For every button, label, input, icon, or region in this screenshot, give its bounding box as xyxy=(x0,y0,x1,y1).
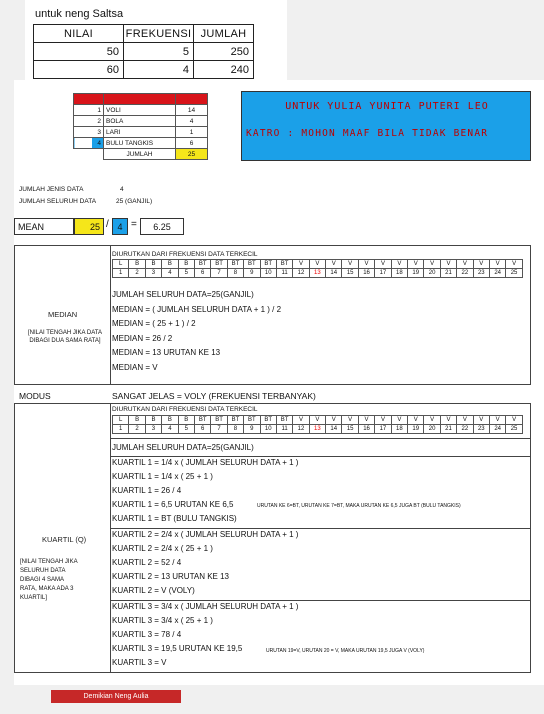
table-cell: 4 xyxy=(176,116,208,127)
sequence-cell: V xyxy=(408,260,424,269)
sequence-cell: 10 xyxy=(260,269,276,278)
sequence-cell: V xyxy=(440,416,456,425)
mean-slash: / xyxy=(106,219,109,230)
sequence-cell: 21 xyxy=(440,269,456,278)
sequence-cell: B xyxy=(162,416,178,425)
sequence-cell: V xyxy=(506,260,522,269)
sequence-cell: BT xyxy=(276,416,292,425)
sequence-cell: B xyxy=(145,416,161,425)
sequence-cell: B xyxy=(145,260,161,269)
kuartil-line: KUARTIL 3 = 3/4 x ( JUMLAH SELURUH DATA + 1 ) xyxy=(112,602,299,611)
kuartil-line: KUARTIL 3 = V xyxy=(112,658,167,667)
kuartil-line: KUARTIL 2 = 13 URUTAN KE 13 xyxy=(112,572,230,581)
kuartil-line: KUARTIL 1 = BT (BULU TANGKIS) xyxy=(112,514,237,523)
demikian-button[interactable]: Demikian Neng Aulia xyxy=(51,690,181,703)
sequence-cell: V xyxy=(457,416,473,425)
table-cell: 4 xyxy=(74,138,104,149)
header-frek: FREK xyxy=(176,94,208,105)
table-cell: 60 xyxy=(34,61,124,79)
median-line: MEDIAN = 26 / 2 xyxy=(112,333,173,343)
sequence-cell: BT xyxy=(227,416,243,425)
mean-a: 25 xyxy=(74,218,104,235)
median-divider xyxy=(110,245,111,385)
header-nilai: NILAI xyxy=(34,25,124,43)
sequence-cell: B xyxy=(178,260,194,269)
sequence-cell: 6 xyxy=(194,269,210,278)
sequence-cell: 15 xyxy=(342,269,358,278)
sequence-cell: V xyxy=(489,260,505,269)
sequence-cell: 2 xyxy=(129,425,145,434)
empty-cell xyxy=(74,149,104,160)
sequence-cell: 8 xyxy=(227,269,243,278)
table-cell: 1 xyxy=(176,127,208,138)
sequence-cell: BT xyxy=(211,260,227,269)
sequence-cell: V xyxy=(309,416,325,425)
sequence-cell: 16 xyxy=(358,425,374,434)
banner-box xyxy=(241,91,531,161)
mean-result: 6.25 xyxy=(140,218,184,235)
table-cell: 6 xyxy=(176,138,208,149)
k3-note: URUTAN 19=V, URUTAN 20 = V, MAKA URUTAN 19,5 JUGA V (VOLY) xyxy=(266,648,425,654)
nilai-table xyxy=(33,24,254,79)
modus-label: MODUS xyxy=(19,391,51,401)
sequence-cell: V xyxy=(326,416,342,425)
mean-label: MEAN xyxy=(14,218,74,235)
sequence-cell: 17 xyxy=(375,425,391,434)
sequence-cell: 3 xyxy=(145,269,161,278)
kuartil-line: KUARTIL 2 = 52 / 4 xyxy=(112,558,182,567)
divider xyxy=(110,456,531,457)
sequence-cell: V xyxy=(293,260,309,269)
sequence-cell: BT xyxy=(260,260,276,269)
sequence-table-2 xyxy=(112,415,523,434)
sequence-cell: 23 xyxy=(473,425,489,434)
sequence-cell: BT xyxy=(211,416,227,425)
sequence-cell: 1 xyxy=(113,425,129,434)
sequence-cell: V xyxy=(375,416,391,425)
sport-table xyxy=(73,93,208,160)
median-line: MEDIAN = ( 25 + 1 ) / 2 xyxy=(112,319,196,328)
sequence-table xyxy=(112,259,523,278)
kuartil-line: KUARTIL 3 = 78 / 4 xyxy=(112,630,182,639)
header-jumlah: JUMLAH xyxy=(194,25,254,43)
kuartil-line: KUARTIL 2 = 2/4 x ( JUMLAH SELURUH DATA + 1 ) xyxy=(112,530,299,539)
sequence-cell: BT xyxy=(194,260,210,269)
sequence-cell: V xyxy=(309,260,325,269)
mean-eq: = xyxy=(131,219,137,230)
table-cell: 2 xyxy=(74,116,104,127)
table-cell: 4 xyxy=(124,61,194,79)
sequence-cell: 13 xyxy=(309,269,325,278)
median-line: MEDIAN = 13 URUTAN KE 13 xyxy=(112,348,221,357)
header-nama: NAMA xyxy=(104,94,176,105)
sequence-row-letters xyxy=(113,416,523,425)
kuartil-line: KUARTIL 2 = 2/4 x ( 25 + 1 ) xyxy=(112,544,213,553)
kuartil-line: KUARTIL 1 = 1/4 x ( JUMLAH SELURUH DATA + 1 ) xyxy=(112,458,299,467)
table-cell: VOLI xyxy=(104,105,176,116)
divider xyxy=(110,438,531,439)
sequence-cell: V xyxy=(358,260,374,269)
banner-line-2: KATRO : MOHON MAAF BILA TIDAK BENAR xyxy=(246,128,489,139)
median-line: JUMLAH SELURUH DATA=25(GANJIL) xyxy=(112,290,254,299)
kuartil-line: KUARTIL 1 = 1/4 x ( 25 + 1 ) xyxy=(112,472,213,481)
sequence-cell: 1 xyxy=(113,269,129,278)
table-cell: 14 xyxy=(176,105,208,116)
sequence-cell: 12 xyxy=(293,425,309,434)
sequence-cell: V xyxy=(489,416,505,425)
table-cell: 240 xyxy=(194,61,254,79)
table-cell: 250 xyxy=(194,43,254,61)
sequence-cell: 4 xyxy=(162,425,178,434)
sequence-cell: 10 xyxy=(260,425,276,434)
sequence-cell: 11 xyxy=(276,425,292,434)
table-cell: 50 xyxy=(34,43,124,61)
sequence-cell: V xyxy=(457,260,473,269)
kuartil-total: JUMLAH SELURUH DATA=25(GANJIL) xyxy=(112,443,254,452)
sequence-cell: BT xyxy=(244,260,260,269)
sequence-cell: 24 xyxy=(489,425,505,434)
header-no: NO xyxy=(74,94,104,105)
sequence-cell: B xyxy=(178,416,194,425)
sequence-cell: 5 xyxy=(178,269,194,278)
kuartil-line: KUARTIL 3 = 19,5 URUTAN KE 19,5 xyxy=(112,644,243,653)
sequence-cell: BT xyxy=(244,416,260,425)
sequence-cell: 25 xyxy=(506,269,522,278)
sequence-cell: BT xyxy=(276,260,292,269)
sequence-row-numbers xyxy=(113,425,523,434)
sequence-cell: 6 xyxy=(194,425,210,434)
sequence-cell: 2 xyxy=(129,269,145,278)
table-cell: BOLA xyxy=(104,116,176,127)
sequence-cell: 8 xyxy=(227,425,243,434)
sequence-cell: 4 xyxy=(162,269,178,278)
total-value: 25 xyxy=(176,149,208,160)
sequence-cell: V xyxy=(440,260,456,269)
sequence-cell: V xyxy=(506,416,522,425)
sequence-cell: 20 xyxy=(424,269,440,278)
sequence-cell: V xyxy=(342,416,358,425)
table-cell: 1 xyxy=(74,105,104,116)
sequence-cell: 23 xyxy=(473,269,489,278)
kuartil-line: KUARTIL 3 = 3/4 x ( 25 + 1 ) xyxy=(112,616,213,625)
sequence-cell: 14 xyxy=(326,425,342,434)
seluruh-label: JUMLAH SELURUH DATA xyxy=(19,198,97,205)
kuartil-line: KUARTIL 1 = 26 / 4 xyxy=(112,486,182,495)
table-cell: LARI xyxy=(104,127,176,138)
sequence-cell: B xyxy=(162,260,178,269)
sequence-cell: V xyxy=(473,416,489,425)
sequence-cell: 22 xyxy=(457,269,473,278)
kuartil-divider xyxy=(110,403,111,673)
sequence-cell: 3 xyxy=(145,425,161,434)
banner-line-1: UNTUK YULIA YUNITA PUTERI LEO xyxy=(285,101,489,112)
seq-caption-2: DIURUTKAN DARI FREKUENSI DATA TERKECIL xyxy=(112,406,258,413)
median-label: MEDIAN xyxy=(48,310,78,319)
sequence-cell: V xyxy=(293,416,309,425)
modus-text: SANGAT JELAS = VOLY (FREKUENSI TERBANYAK) xyxy=(112,391,316,401)
sequence-cell: V xyxy=(375,260,391,269)
jenis-value: 4 xyxy=(120,186,124,193)
median-line: MEDIAN = V xyxy=(112,362,158,372)
k1-note: URUTAN KE 6=BT, URUTAN KE 7=BT, MAKA URUTAN KE 6,5 JUGA BT (BULU TANGKIS) xyxy=(257,503,461,509)
sequence-cell: 18 xyxy=(391,425,407,434)
sequence-cell: L xyxy=(113,260,129,269)
seluruh-value: 25 (GANJIL) xyxy=(116,198,153,205)
table-cell: BULU TANGKIS xyxy=(104,138,176,149)
sequence-cell: BT xyxy=(260,416,276,425)
sequence-cell: B xyxy=(129,260,145,269)
sequence-cell: 21 xyxy=(440,425,456,434)
sequence-cell: 22 xyxy=(457,425,473,434)
sequence-cell: 25 xyxy=(506,425,522,434)
median-note: [NILAI TENGAH JIKA DATA DIBAGI DUA SAMA RATA] xyxy=(27,330,103,344)
table-cell: 3 xyxy=(74,127,104,138)
sequence-cell: BT xyxy=(227,260,243,269)
sequence-cell: 13 xyxy=(309,425,325,434)
sequence-cell: V xyxy=(424,260,440,269)
kuartil-label: KUARTIL (Q) xyxy=(42,535,87,544)
sequence-cell: 7 xyxy=(211,425,227,434)
sequence-cell: 9 xyxy=(244,269,260,278)
sequence-cell: V xyxy=(391,416,407,425)
kuartil-line: KUARTIL 1 = 6,5 URUTAN KE 6,5 xyxy=(112,500,234,509)
sequence-cell: V xyxy=(342,260,358,269)
sequence-cell: 11 xyxy=(276,269,292,278)
sequence-cell: V xyxy=(408,416,424,425)
sequence-cell: 20 xyxy=(424,425,440,434)
fragment-title: untuk neng Saltsa xyxy=(35,8,124,20)
kuartil-note: [NILAI TENGAH JIKA SELURUH DATA DIBAGI 4 SAMA RATA, MAKA ADA 3 KUARTIL] xyxy=(20,559,78,601)
sequence-row-letters xyxy=(113,260,523,269)
table-cell: 5 xyxy=(124,43,194,61)
jenis-label: JUMLAH JENIS DATA xyxy=(19,186,84,193)
sequence-cell: V xyxy=(326,260,342,269)
kuartil-line: KUARTIL 2 = V (VOLY) xyxy=(112,586,195,595)
sequence-cell: 17 xyxy=(375,269,391,278)
sequence-cell: 9 xyxy=(244,425,260,434)
sequence-cell: B xyxy=(129,416,145,425)
sequence-cell: BT xyxy=(194,416,210,425)
sequence-cell: 5 xyxy=(178,425,194,434)
sequence-cell: 12 xyxy=(293,269,309,278)
sequence-cell: V xyxy=(358,416,374,425)
sequence-cell: 7 xyxy=(211,269,227,278)
sequence-cell: 19 xyxy=(408,425,424,434)
sequence-cell: 18 xyxy=(391,269,407,278)
sequence-cell: 16 xyxy=(358,269,374,278)
sequence-cell: V xyxy=(473,260,489,269)
divider xyxy=(110,528,531,529)
sequence-cell: 19 xyxy=(408,269,424,278)
divider xyxy=(110,600,531,601)
seq-caption: DIURUTKAN DARI FREKUENSI DATA TERKECIL xyxy=(112,251,258,258)
sequence-cell: L xyxy=(113,416,129,425)
header-frekuensi: FREKUENSI xyxy=(124,25,194,43)
sequence-cell: V xyxy=(391,260,407,269)
sequence-row-numbers xyxy=(113,269,523,278)
sequence-cell: 14 xyxy=(326,269,342,278)
median-line: MEDIAN = ( JUMLAH SELURUH DATA + 1 ) / 2 xyxy=(112,304,282,314)
sequence-cell: 15 xyxy=(342,425,358,434)
sequence-cell: V xyxy=(424,416,440,425)
sequence-cell: 24 xyxy=(489,269,505,278)
total-label: JUMLAH xyxy=(104,149,176,160)
mean-b: 4 xyxy=(112,218,128,235)
